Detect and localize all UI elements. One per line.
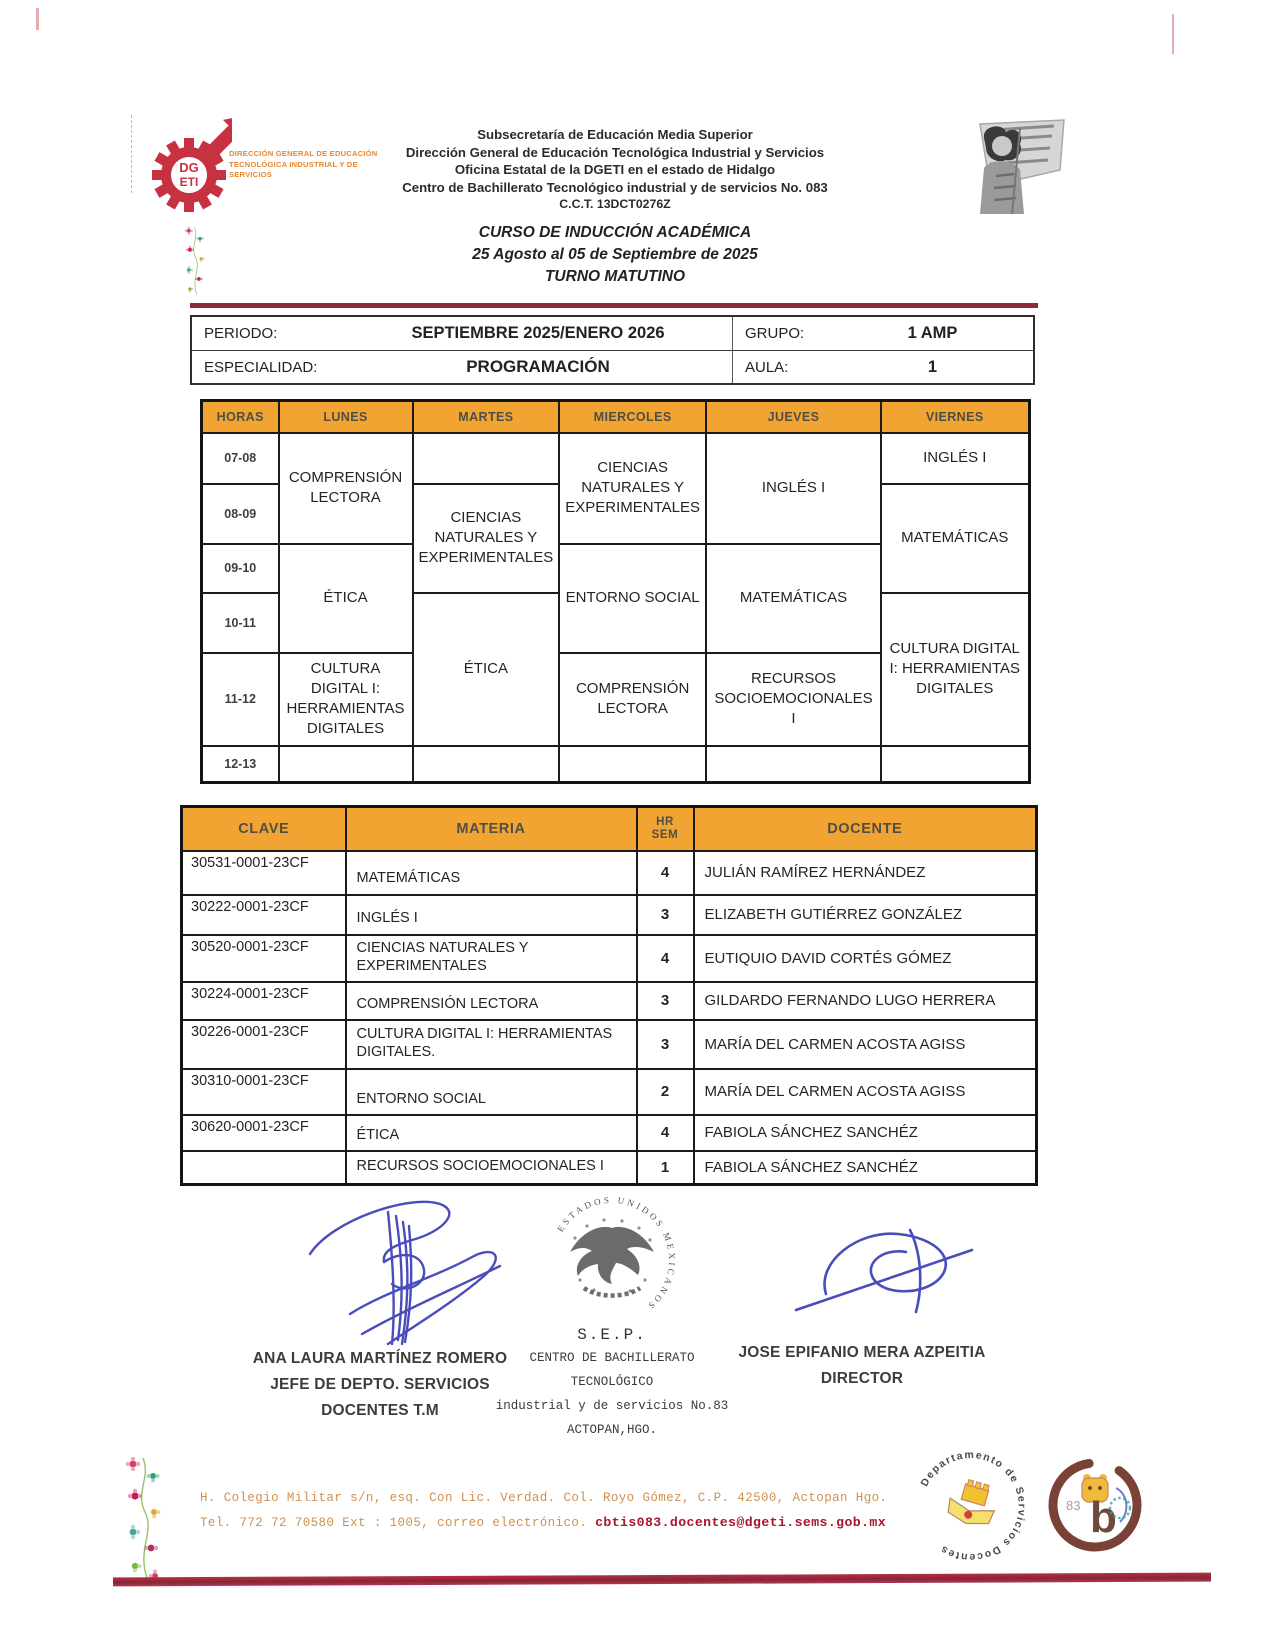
clave-cell: 30310-0001-23CF (182, 1069, 346, 1115)
period-info-box (190, 315, 1035, 385)
signature-ink-left (292, 1192, 522, 1360)
dgeti-logo (150, 112, 232, 225)
clave-cell (182, 1151, 346, 1185)
col-header-martes: MARTES (413, 401, 560, 433)
materia-cell: COMPRENSIÓN LECTORA (346, 982, 637, 1020)
table-row (182, 935, 1037, 982)
stamp-letter: b (1090, 1493, 1117, 1542)
grupo-label: GRUPO: (732, 317, 832, 350)
sem-label: SEM (651, 828, 679, 841)
schedule-cell-jueves: MATEMÁTICAS (706, 544, 881, 653)
table-row (182, 1115, 1037, 1151)
header-divider-rule (190, 303, 1038, 308)
floral-decoration-bottom (120, 1452, 168, 1589)
department-stamp (883, 1420, 1058, 1598)
org-line: Dirección General de Educación Tecnológica Industrial y Servicios (405, 144, 825, 160)
hr-cell: 3 (637, 982, 694, 1020)
institution-header (320, 126, 910, 214)
docente-cell: MARÍA DEL CARMEN ACOSTA AGISS (694, 1020, 1037, 1069)
floral-pattern (185, 227, 205, 295)
col-header-viernes: VIERNES (881, 401, 1029, 433)
docente-cell: JULIÁN RAMÍREZ HERNÁNDEZ (694, 851, 1037, 895)
clave-cell: 30224-0001-23CF (182, 982, 346, 1020)
seal-line: ACTOPAN,HGO. (566, 1423, 657, 1437)
periodo-label: PERIODO: (204, 325, 278, 342)
hr-cell: 3 (637, 1020, 694, 1069)
sep-abbreviation: S.E.P. (577, 1326, 647, 1344)
left-signature (292, 1192, 522, 1365)
materia-cell: MATEMÁTICAS (346, 851, 637, 895)
weekly-schedule-table (200, 399, 1031, 784)
docente-cell: EUTIQUIO DAVID CORTÉS GÓMEZ (694, 935, 1037, 982)
schedule-cell-viernes: INGLÉS I (881, 433, 1029, 484)
docente-cell: ELIZABETH GUTIÉRREZ GONZÁLEZ (694, 895, 1037, 935)
aula-value: 1 (832, 350, 1033, 383)
hr-cell: 1 (637, 1151, 694, 1185)
hr-cell: 3 (637, 895, 694, 935)
logo-caption-line: TECNOLÓGICA INDUSTRIAL Y DE SERVICIOS (229, 159, 358, 179)
scan-artifact-mark (1172, 14, 1174, 54)
left-signatory (225, 1346, 535, 1424)
docente-cell: MARÍA DEL CARMEN ACOSTA AGISS (694, 1069, 1037, 1115)
schedule-cell-miercoles: COMPRENSIÓN LECTORA (559, 653, 706, 746)
schedule-cell-lunes: ÉTICA (279, 544, 413, 653)
scan-artifact-mark (36, 8, 39, 30)
docente-cell: FABIOLA SÁNCHEZ SANCHÉZ (694, 1151, 1037, 1185)
col-header-jueves: JUEVES (706, 401, 881, 433)
schedule-cell-martes: CIENCIAS NATURALES Y EXPERIMENTALES (413, 484, 560, 593)
signatory-name: JOSE EPIFANIO MERA AZPEITIA (738, 1344, 986, 1361)
dgeti-gear-icon (150, 112, 232, 220)
hour-cell: 10-11 (202, 593, 279, 653)
right-signatory (732, 1340, 992, 1392)
hour-cell: 08-09 (202, 484, 279, 544)
col-header-lunes: LUNES (279, 401, 413, 433)
clave-cell: 30620-0001-23CF (182, 1115, 346, 1151)
stamp-center-art (945, 1476, 1001, 1530)
schedule-cell-miercoles: ENTORNO SOCIAL (559, 544, 706, 653)
subjects-table (180, 805, 1038, 1186)
col-header-materia: MATERIA (346, 807, 637, 851)
schedule-cell-martes-empty (413, 433, 560, 484)
schedule-row (202, 746, 1030, 783)
materia-cell: INGLÉS I (346, 895, 637, 935)
seal-line: industrial y de servicios No.83 (495, 1399, 729, 1413)
table-row (182, 851, 1037, 895)
empty-cell (881, 746, 1029, 783)
table-row (182, 1069, 1037, 1115)
schedule-header-row (202, 401, 1030, 433)
table-row (182, 895, 1037, 935)
cbtis83-stamp (1040, 1450, 1150, 1565)
empty-cell (279, 746, 413, 783)
org-line: Subsecretaría de Educación Media Superior (477, 127, 753, 142)
course-dates: 25 Agosto al 05 de Septiembre de 2025 (472, 246, 758, 263)
grupo-value: 1 AMP (907, 324, 958, 342)
floral-pattern (126, 1457, 161, 1579)
schedule-cell-viernes: CULTURA DIGITAL I: HERRAMIENTAS DIGITALES (881, 593, 1029, 746)
right-signature (788, 1220, 978, 1329)
col-header-miercoles: MIERCOLES (559, 401, 706, 433)
hr-label: HR (656, 815, 674, 828)
schedule-cell-viernes: MATEMÁTICAS (881, 484, 1029, 593)
especialidad-label: ESPECIALIDAD: (192, 350, 344, 383)
schedule-cell-lunes: CULTURA DIGITAL I: HERRAMIENTAS DIGITALES (279, 653, 413, 746)
table-row (182, 1151, 1037, 1185)
sep-seal (542, 1190, 682, 1335)
col-header-clave: CLAVE (182, 807, 346, 851)
footer-divider-rule (113, 1573, 1211, 1587)
periodo-value: SEPTIEMBRE 2025/ENERO 2026 (411, 324, 665, 342)
clave-cell: 30226-0001-23CF (182, 1020, 346, 1069)
hour-cell: 09-10 (202, 544, 279, 593)
hr-cell: 2 (637, 1069, 694, 1115)
clave-cell: 30222-0001-23CF (182, 895, 346, 935)
org-line: Centro de Bachillerato Tecnológico industrial y de servicios No. 083 (402, 179, 828, 195)
footer-contact (200, 1486, 887, 1535)
schedule-cell-jueves: INGLÉS I (706, 433, 881, 544)
table-row (182, 982, 1037, 1020)
seal-line: TECNOLÓGICO (570, 1375, 654, 1389)
hr-cell: 4 (637, 1115, 694, 1151)
patriotic-image (950, 118, 1068, 221)
footer-email: cbtis083.docentes@dgeti.sems.gob.mx (595, 1514, 887, 1530)
docente-cell: GILDARDO FERNANDO LUGO HERRERA (694, 982, 1037, 1020)
signatory-title: DIRECTOR (820, 1370, 904, 1387)
seal-ring-text: ESTADOS UNIDOS MEXICANOS (555, 1194, 678, 1313)
hour-cell: 11-12 (202, 653, 279, 746)
table-row (182, 1020, 1037, 1069)
signatory-name: ANA LAURA MARTÍNEZ ROMERO (252, 1350, 508, 1367)
seal-institution-lines (492, 1346, 732, 1442)
empty-cell (413, 746, 560, 783)
signature-ink-right (788, 1220, 978, 1324)
svg-text:DG: DG (179, 160, 199, 175)
org-line: Oficina Estatal de la DGETI en el estado de Hidalgo (454, 162, 776, 177)
subjects-header-row (182, 807, 1037, 851)
stamp-number: 83 (1066, 1498, 1081, 1513)
schedule-row (202, 433, 1030, 484)
hour-cell: 12-13 (202, 746, 279, 783)
eagle-seal-icon (542, 1190, 682, 1330)
col-header-horas: HORAS (202, 401, 279, 433)
schedule-cell-lunes: COMPRENSIÓN LECTORA (279, 433, 413, 544)
scan-artifact-mark (131, 115, 132, 193)
materia-cell: RECURSOS SOCIOEMOCIONALES I (346, 1151, 637, 1185)
footer-address: H. Colegio Militar s/n, esq. Con Lic. Verdad. Col. Royo Gómez, C.P. 42500, Actopan Hgo. (200, 1491, 888, 1505)
course-shift: TURNO MATUTINO (544, 268, 686, 285)
materia-cell: ÉTICA (346, 1115, 637, 1151)
especialidad-value: PROGRAMACIÓN (344, 350, 732, 383)
schedule-cell-jueves: RECURSOS SOCIOEMOCIONALES I (706, 653, 881, 746)
materia-cell: ENTORNO SOCIAL (346, 1069, 637, 1115)
schedule-cell-miercoles: CIENCIAS NATURALES Y EXPERIMENTALES (559, 433, 706, 544)
empty-cell (559, 746, 706, 783)
stamp-ring-text: Departamento de Servicios Docentes (918, 1449, 1028, 1564)
materia-cell: CIENCIAS NATURALES Y EXPERIMENTALES (346, 935, 637, 982)
schedule-cell-martes: ÉTICA (413, 593, 560, 746)
aula-label: AULA: (732, 350, 832, 383)
seal-line: CENTRO DE BACHILLERATO (529, 1351, 695, 1365)
clave-cell: 30531-0001-23CF (182, 851, 346, 895)
course-title: CURSO DE INDUCCIÓN ACADÉMICA (478, 224, 752, 241)
footer-tel-line (200, 1511, 887, 1536)
materia-cell: CULTURA DIGITAL I: HERRAMIENTAS DIGITALES. (346, 1020, 637, 1069)
hr-cell: 4 (637, 851, 694, 895)
col-header-docente: DOCENTE (694, 807, 1037, 851)
hr-cell: 4 (637, 935, 694, 982)
svg-text:ETI: ETI (179, 175, 199, 189)
col-header-hr-sem (637, 807, 694, 851)
course-title-block (320, 222, 910, 288)
docente-cell: FABIOLA SÁNCHEZ SANCHÉZ (694, 1115, 1037, 1151)
clave-cell: 30520-0001-23CF (182, 935, 346, 982)
svg-text:Departamento de Servicios Doce (901, 1436, 1042, 1577)
hour-cell: 07-08 (202, 433, 279, 484)
floral-decoration-top (176, 224, 214, 303)
empty-cell (706, 746, 881, 783)
logo-caption-line: DIRECCIÓN GENERAL DE EDUCACIÓN (229, 149, 378, 158)
footer-tel: Tel. 772 72 70580 Ext : 1005, correo electrónico. (200, 1515, 588, 1530)
signatory-title: JEFE DE DEPTO. SERVICIOS DOCENTES T.M (270, 1376, 490, 1419)
cct-code: C.C.T. 13DCT0276Z (559, 197, 671, 211)
